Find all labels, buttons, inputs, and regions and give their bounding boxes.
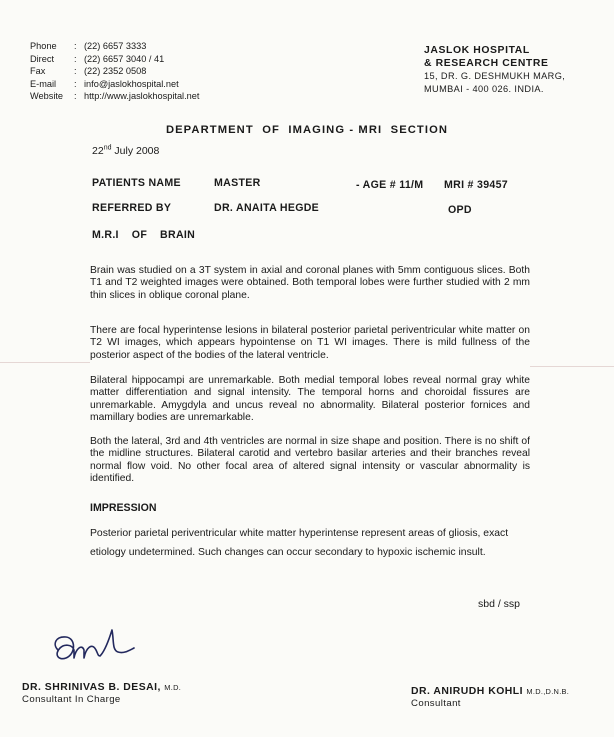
doctor-name: DR. ANIRUDH KOHLI bbox=[411, 686, 524, 697]
patient-name-value: MASTER bbox=[214, 177, 261, 189]
referred-by-label: REFERRED BY bbox=[92, 202, 172, 214]
patient-age: - AGE # 11/M bbox=[356, 179, 424, 191]
department-title: DEPARTMENT OF IMAGING - MRI SECTION bbox=[165, 124, 449, 136]
findings-paragraph-1: Brain was studied on a 3T system in axial and coronal planes with 5mm contiguous slices. Both T1 and T2 weighted images were obtained. Both temporal lobes were further studied with 2 mm thin slices in oblique coronal plane. bbox=[90, 265, 530, 301]
contact-block bbox=[30, 40, 199, 103]
contact-row-website: Website : http://www.jaslokhospital.net bbox=[30, 91, 200, 102]
impression-text: Posterior parietal periventricular white matter hyperintense represent areas of gliosis, exact etiology undetermined. Such changes can occur secondary to hypoxic ischemic insult. bbox=[90, 528, 509, 559]
hospital-block bbox=[424, 45, 565, 95]
findings-paragraph-2: There are focal hyperintense lesions in bilateral posterior parietal periventricular white matter on T2 WI images, which appears hypointense on T1 WI images. There is mild fullness of the posterior aspect of the bodies of the lateral ventricle. bbox=[90, 325, 530, 361]
doctor-role: Consultant bbox=[411, 698, 461, 709]
mri-number: MRI # 39457 bbox=[444, 179, 508, 191]
findings-paragraph-4: Both the lateral, 3rd and 4th ventricles are normal in size shape and position. There is no shift of the midline structures. Bilateral carotid and vertebro basilar arteries and their branches reveal normal flow void. No other focal area of altered signal intensity or vascular abnormality is identified. bbox=[90, 436, 530, 485]
report-date: 22nd July 2008 bbox=[92, 144, 160, 157]
exam-title: M.R.I OF BRAIN bbox=[92, 229, 196, 241]
contact-row-email: E-mail : info@jaslokhospital.net bbox=[30, 78, 179, 89]
findings-paragraph-3: Bilateral hippocampi are unremarkable. Both medial temporal lobes reveal normal gray white matter differentiation and signal intensity. The temporal horns and choroidal fissures are unremarkable. Amygdyla and uncus reveal no abnormality. Bilateral posterior fornices and mamillary bodies are unremarkable. bbox=[90, 375, 530, 424]
hospital-name-line2: & RESEARCH CENTRE bbox=[424, 57, 549, 69]
typist-initials: sbd / ssp bbox=[478, 598, 521, 610]
doctor-qualifications: M.D. bbox=[164, 683, 182, 692]
opd-label: OPD bbox=[448, 204, 472, 216]
doctor-block-1 bbox=[22, 682, 181, 705]
contact-row-direct: Direct : (22) 6657 3040 / 41 bbox=[30, 53, 165, 64]
doctor-name: DR. SHRINIVAS B. DESAI, bbox=[22, 682, 161, 693]
signature bbox=[48, 620, 138, 670]
scan-mark bbox=[530, 366, 614, 367]
referred-by-value: DR. ANAITA HEGDE bbox=[214, 202, 320, 214]
scan-mark bbox=[0, 362, 90, 363]
hospital-address-line1: 15, DR. G. DESHMUKH MARG, bbox=[424, 71, 566, 81]
contact-row-fax: Fax : (22) 2352 0508 bbox=[30, 66, 147, 77]
doctor-qualifications: M.D.,D.N.B. bbox=[526, 687, 570, 696]
contact-row-phone: Phone : (22) 6657 3333 bbox=[30, 41, 147, 51]
hospital-name-line1: JASLOK HOSPITAL bbox=[424, 45, 530, 56]
patient-name-label: PATIENTS NAME bbox=[92, 177, 181, 189]
hospital-address-line2: MUMBAI - 400 026. INDIA. bbox=[424, 83, 544, 94]
doctor-role: Consultant In Charge bbox=[22, 694, 121, 705]
doctor-block-2 bbox=[411, 686, 569, 709]
impression-label: IMPRESSION bbox=[90, 502, 157, 514]
